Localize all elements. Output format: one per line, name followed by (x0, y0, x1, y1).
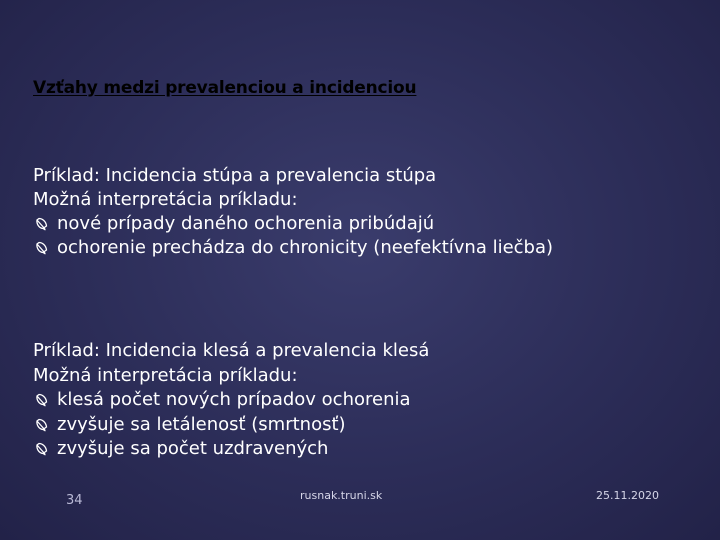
interpretation-label: Možná interpretácia príkladu: (33, 364, 298, 386)
bell-outline-icon (35, 393, 49, 407)
example-label: Príklad: (33, 165, 100, 186)
footer-site: rusnak.truni.sk (300, 489, 383, 502)
bullet-text: ochorenie prechádza do chronicity (neefektívna liečba) (57, 237, 554, 258)
example-block-1 (33, 164, 553, 260)
bullet-text: zvyšuje sa letálenosť (smrtnosť) (57, 413, 346, 435)
list-item (33, 212, 553, 236)
example-heading-text: Incidencia stúpa a prevalencia stúpa (105, 165, 437, 186)
bell-outline-icon (35, 442, 49, 456)
example-label: Príklad: (33, 340, 100, 361)
bell-outline-icon (35, 418, 49, 432)
page-number: 34 (66, 493, 83, 508)
list-item (33, 437, 429, 462)
example-heading (33, 164, 553, 188)
slide-title: Vzťahy medzi prevalenciou a incidenciou (33, 78, 417, 98)
example-block-2 (33, 339, 429, 462)
bullet-text: zvyšuje sa počet uzdravených (57, 438, 329, 459)
example-heading-text: Incidencia klesá a prevalencia klesá (105, 340, 430, 361)
bullet-text: nové prípady daného ochorenia pribúdajú (57, 213, 435, 234)
list-item (33, 388, 429, 413)
list-item (33, 413, 429, 438)
interpretation-label: Možná interpretácia príkladu: (33, 189, 298, 210)
bell-outline-icon (35, 241, 49, 255)
footer-date: 25.11.2020 (596, 489, 659, 502)
bell-outline-icon (35, 217, 49, 231)
list-item (33, 236, 553, 260)
example-heading (33, 339, 429, 364)
bullet-text: klesá počet nových prípadov ochorenia (57, 389, 411, 410)
